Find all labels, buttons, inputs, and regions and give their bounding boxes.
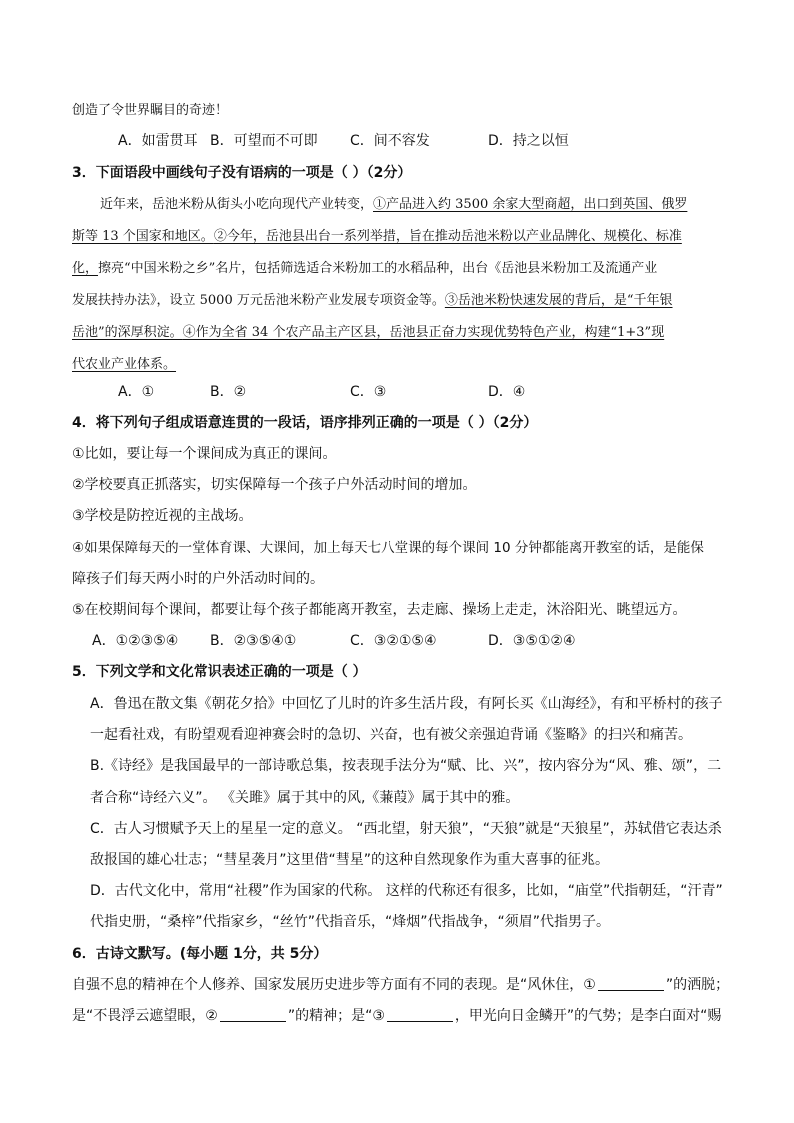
q3-passage-line — [72, 355, 176, 375]
q6-text: 自强不息的精神在个人修养、国家发展历史进步等方面有不同的表现。是“风休住，① — [72, 977, 596, 993]
q6-text: ”的洒脱； — [665, 977, 730, 993]
q3-option-d[interactable]: D．④ — [488, 384, 526, 400]
q6-line-1 — [72, 975, 729, 995]
q6-text: ”的精神；是“③ — [287, 1008, 385, 1024]
q3-underlined-sentence-2: 化， — [72, 261, 99, 276]
q5-stem: 5．下列文学和文化常识表述正确的一项是（ ） — [72, 664, 367, 680]
q2-option-b[interactable]: B．可望而不可即 — [210, 133, 318, 149]
q4-sentence-4: ④如果保障每天的一堂体育课、大课间，加上每天七八堂课的每个课间 10 分钟都能离开教室的话，是能保 — [72, 540, 704, 556]
q5-option-b-cont: 者合称“诗经六义”。 《关雎》属于其中的风,《蒹葭》属于其中的雅。 — [90, 790, 520, 806]
q3-text: 发展扶持办法》，设立 5000 万元岳池米粉产业发展专项资金等。 — [72, 293, 445, 308]
q4-sentence-2: ②学校要真正抓落实，切实保障每一个孩子户外活动时间的增加。 — [72, 477, 477, 493]
q3-underlined-sentence-1: ①产品进入约 3500 余家大型商超，出口到英国、俄罗 — [373, 197, 688, 212]
q4-sentence-4-cont: 障孩子们每天两小时的户外活动时间的。 — [72, 571, 324, 587]
q5-option-d-cont: 代指史册，“桑梓”代指家乡，“丝竹”代指音乐，“烽烟”代指战争，“须眉”代指男子。 — [90, 914, 611, 930]
q3-stem: 3．下面语段中画线句子没有语病的一项是（ ）（2分） — [72, 165, 412, 181]
q5-option-a[interactable]: A．鲁迅在散文集《朝花夕拾》中回忆了儿时的许多生活片段，有阿长买《山海经》，有和平桥村的孩子 — [90, 696, 723, 712]
q3-underlined-sentence-3: ③岳池米粉快速发展的背后，是“千年银 — [444, 293, 673, 308]
q3-underlined-sentence-4: 代农业产业体系。 — [72, 357, 177, 372]
q3-underlined-sentence-2: ②今年，岳池县出台一系列举措，旨在推动岳池米粉以产业品牌化、规模化、标准 — [213, 229, 682, 244]
q3-passage-line — [100, 195, 687, 215]
q3-option-c[interactable]: C．③ — [350, 384, 387, 400]
q3-passage-line — [72, 227, 682, 247]
q4-sentence-5: ⑤在校期间每个课间，都要让每个孩子都能离开教室，去走廊、操场上走走，沐浴阳光、眺望远方。 — [72, 602, 687, 618]
q3-passage-line — [72, 291, 673, 311]
q2-option-c[interactable]: C．间不容发 — [350, 133, 430, 149]
q3-text: 擦亮“中国米粉之乡”名片，包括筛选适合米粉加工的水稻品种，出台《岳池县米粉加工及流通产业 — [98, 261, 658, 276]
q6-line-2 — [72, 1006, 721, 1026]
q4-option-b[interactable]: B．②③⑤④① — [210, 633, 297, 649]
q4-option-c[interactable]: C．③②①⑤④ — [350, 633, 437, 649]
answer-blank-1[interactable] — [598, 976, 664, 991]
q5-option-a-cont: 一起看社戏，有盼望观看迎神赛会时的急切、兴奋，也有被父亲强迫背诵《鉴略》的扫兴和痛苦。 — [90, 727, 692, 743]
answer-blank-2[interactable] — [220, 1007, 286, 1022]
q5-option-c[interactable]: C．古人习惯赋予天上的星星一定的意义。 “西北望，射天狼”，“天狼”就是“天狼星”，苏轼借它表达杀 — [90, 821, 722, 837]
q3-underlined-sentence-4: ④作为全省 34 个农产品主产区县，岳池县正奋力实现优势特色产业，构建“1+3”现 — [182, 325, 665, 340]
q4-sentence-3: ③学校是防控近视的主战场。 — [72, 508, 253, 524]
q4-sentence-1: ①比如，要让每一个课间成为真正的课间。 — [72, 446, 337, 462]
q3-option-a[interactable]: A．① — [118, 384, 155, 400]
q3-underlined-sentence-1: 斯等 13 个国家和地区。 — [72, 229, 214, 244]
q3-passage-line — [72, 259, 657, 279]
q3-passage-line — [72, 323, 664, 343]
q6-text: ，甲光向日金鳞开”的气势；是李白面对“赐 — [454, 1008, 722, 1024]
q5-option-c-cont: 敌报国的雄心壮志；“彗星袭月”这里借“彗星”的这种自然现象作为重大喜事的征兆。 — [90, 852, 610, 868]
q5-option-d[interactable]: D．古代文化中，常用“社稷”作为国家的代称。 这样的代称还有很多，比如，“庙堂”代指朝廷，“汗青” — [90, 883, 723, 899]
q3-underlined-sentence-3: 岳池”的深厚积淀。 — [72, 325, 183, 340]
q2-option-d[interactable]: D．持之以恒 — [488, 133, 569, 149]
q4-option-a[interactable]: A．①②③⑤④ — [92, 633, 179, 649]
q6-text: 是“不畏浮云遮望眼，② — [72, 1008, 218, 1024]
q2-option-a[interactable]: A．如雷贯耳 — [118, 133, 198, 149]
q3-text: 近年来，岳池米粉从街头小吃向现代产业转变， — [100, 197, 374, 212]
q5-option-b[interactable]: B.《诗经》是我国最早的一部诗歌总集，按表现手法分为“赋、比、兴”，按内容分为“风、雅、颂”，二 — [90, 758, 722, 774]
q4-option-d[interactable]: D．③⑤①②④ — [488, 633, 576, 649]
answer-blank-3[interactable] — [387, 1007, 453, 1022]
q4-stem: 4．将下列句子组成语意连贯的一段话，语序排列正确的一项是（ ）（2分） — [72, 415, 538, 431]
q6-stem: 6．古诗文默写。(每小题 1分，共 5分） — [72, 946, 328, 962]
q3-option-b[interactable]: B．② — [210, 384, 247, 400]
intro-line: 创造了令世界瞩目的奇迹！ — [72, 103, 229, 118]
